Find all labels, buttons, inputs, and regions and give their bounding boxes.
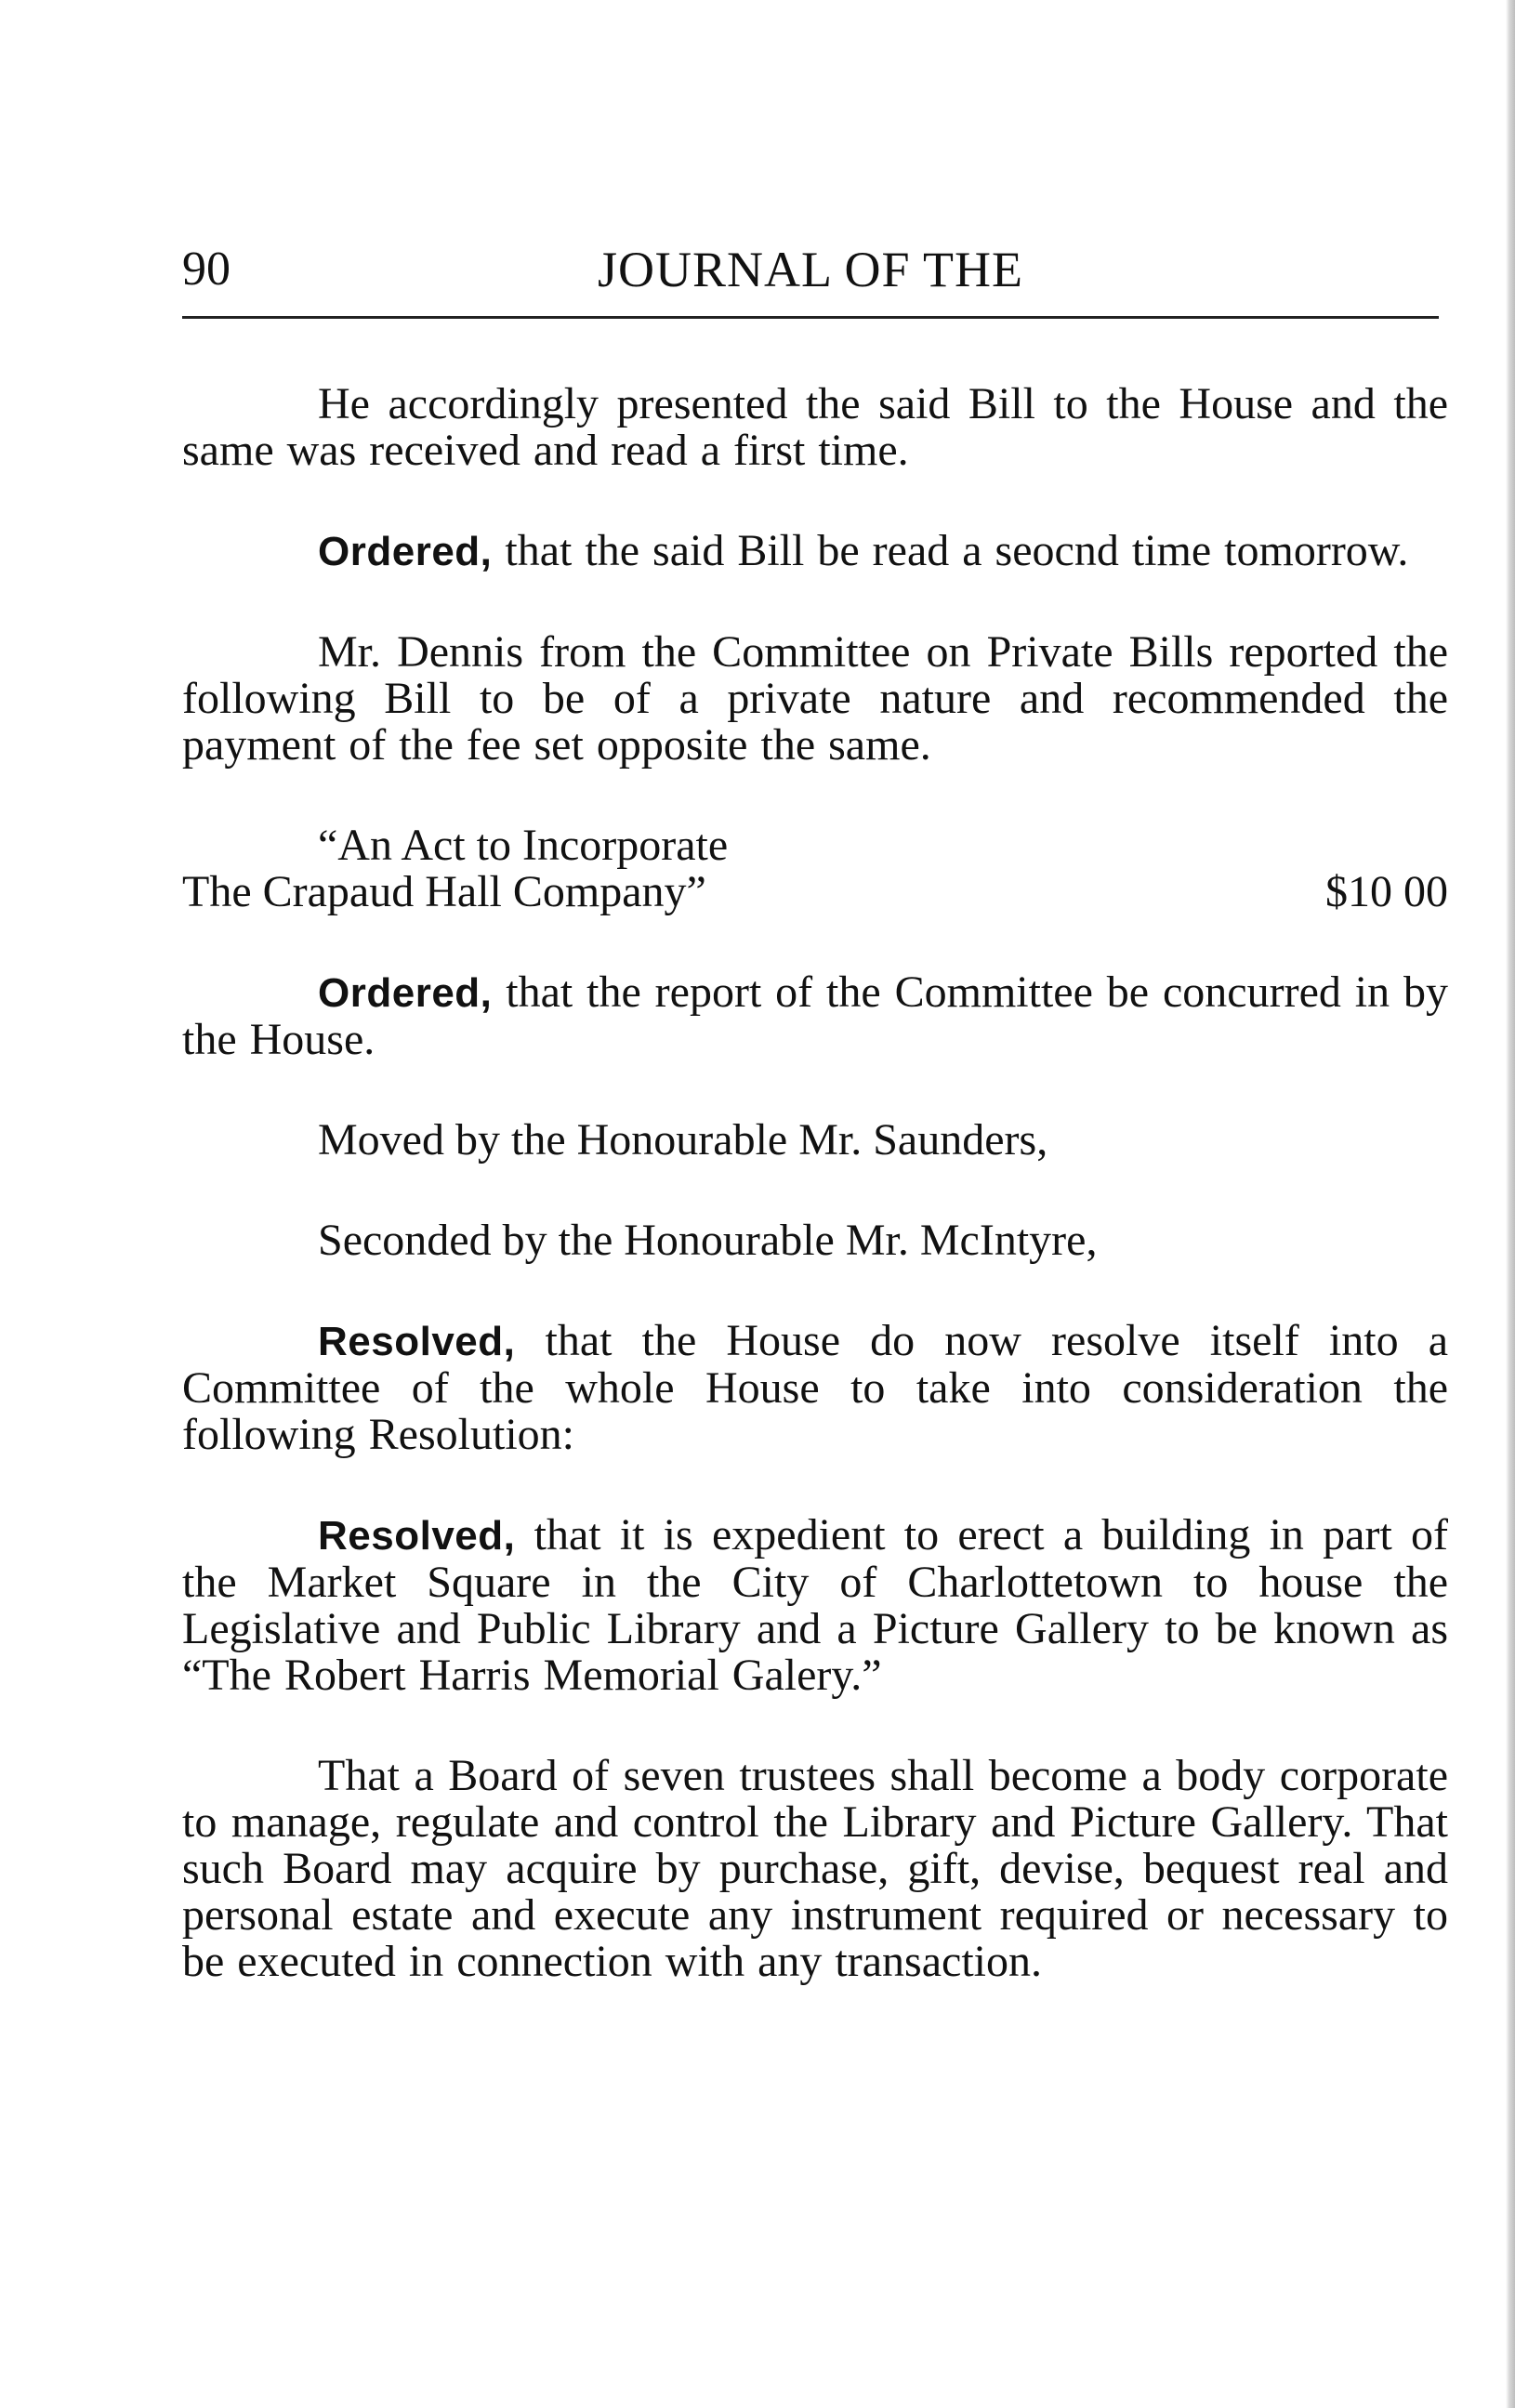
page-edge-shadow xyxy=(1506,0,1515,2408)
resolved-building-text: that it is expedient to erect a building in part of the Market Square in the City of Charlottetown to house the Legislative and Public Library and a Picture Gallery to be known as “The Robert Harris Memorial Galery.” xyxy=(182,1510,1448,1700)
page-body xyxy=(182,381,1448,2039)
page-title: JOURNAL OF THE xyxy=(597,242,1024,297)
ordered-text: that the said Bill be read a seocnd time tomorrow. xyxy=(492,526,1409,575)
running-head xyxy=(182,240,1439,299)
paragraph-resolved-committee xyxy=(182,1318,1448,1458)
seconded-by: Seconded by the Honourable Mr. McIntyre, xyxy=(318,1216,1098,1265)
bill-title-line1: “An Act to Incorporate xyxy=(318,821,729,870)
paragraph-ordered-concur xyxy=(182,969,1448,1063)
ordered-lead: Ordered, xyxy=(318,529,493,574)
resolved-lead-2: Resolved, xyxy=(318,1513,516,1559)
bill-fee: $10 00 xyxy=(1325,867,1448,916)
ordered-lead-2: Ordered, xyxy=(318,970,493,1016)
paragraph-resolved-building xyxy=(182,1512,1448,1699)
ordered-concur-text: that the report of the Committee be concurred in by the House. xyxy=(182,967,1448,1064)
resolved-committee-text: that the House do now resolve itself into a Committee of the whole House to take into consideration the following Resolution: xyxy=(182,1316,1448,1459)
resolved-lead: Resolved, xyxy=(318,1319,516,1364)
bill-title-line2: The Crapaud Hall Company” xyxy=(182,867,706,916)
bill-entry xyxy=(182,822,1448,915)
paragraph-bill-presented: He accordingly presented the said Bill to the House and the same was received and read a first time. xyxy=(182,379,1448,475)
header-rule xyxy=(182,316,1439,319)
bill-title-line2-row xyxy=(182,869,1448,915)
page-number: 90 xyxy=(182,243,231,296)
paragraph-ordered-second-reading xyxy=(182,528,1448,575)
paragraph-board-trustees: That a Board of seven trustees shall become a body corporate to manage, regulate and control the Library and Picture Gallery. That such Board may acquire by purchase, gift, devise, bequest real and personal estate and execute any instrument required or necessary to be executed in connection with any transaction. xyxy=(182,1751,1448,1986)
paragraph-committee-report: Mr. Dennis from the Committee on Private Bills reported the following Bill to be of a private nature and recommended the payment of the fee set opposite the same. xyxy=(182,627,1448,770)
moved-by: Moved by the Honourable Mr. Saunders, xyxy=(318,1115,1048,1165)
